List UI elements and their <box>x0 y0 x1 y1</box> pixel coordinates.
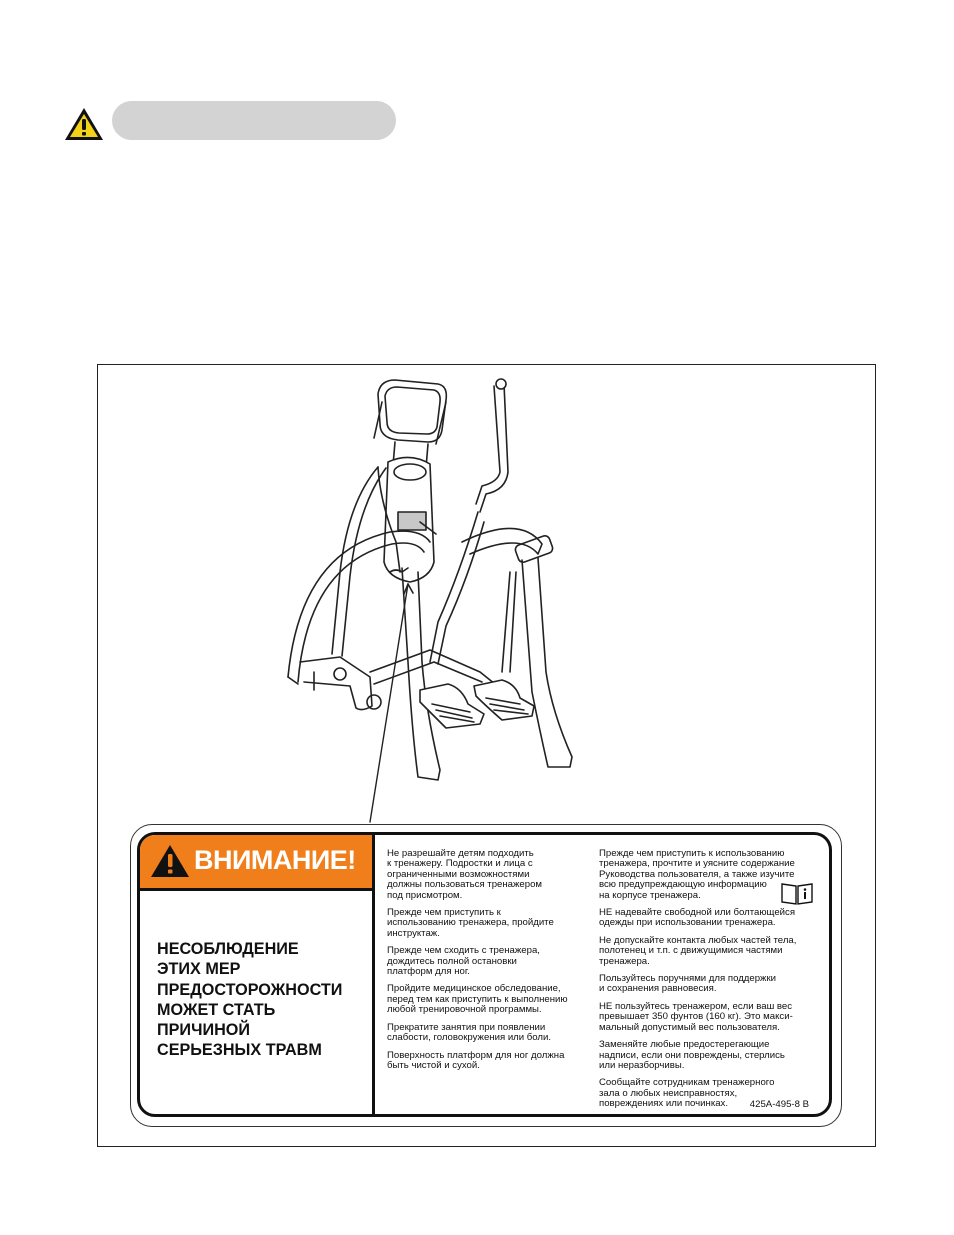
instruction-paragraph <box>599 974 819 995</box>
consequence-statement <box>157 939 367 1061</box>
signal-word-header <box>140 835 373 891</box>
instruction-line: Сообщайте сотрудникам тренажерного <box>599 1077 775 1089</box>
instruction-paragraph <box>387 1023 592 1044</box>
warning-triangle-icon <box>64 107 104 141</box>
instruction-line: тренажера, прочтите и уясните содержание <box>599 858 795 870</box>
instruction-line: Пройдите медицинское обследование, <box>387 983 561 995</box>
instruction-line: платформ для ног. <box>387 966 470 978</box>
instruction-paragraph <box>387 984 592 1015</box>
warning-triangle-icon <box>150 844 190 878</box>
instruction-line: под присмотром. <box>387 889 463 901</box>
instruction-line: повреждениях или починках. <box>599 1098 729 1110</box>
instruction-line: быть чистой и сухой. <box>387 1059 480 1071</box>
instruction-line: тренажера. <box>599 955 650 967</box>
warning-decal <box>137 832 832 1117</box>
read-manual-icon <box>781 881 813 905</box>
instruction-paragraph <box>599 908 819 929</box>
instruction-line: Руководства пользователя, а также изучите <box>599 868 795 880</box>
instruction-line: Не разрешайте детям подходить <box>387 848 534 859</box>
instruction-line: Заменяйте любые предостерегающие <box>599 1039 770 1051</box>
instruction-line: или неразборчивы. <box>599 1059 685 1071</box>
instruction-line: должны пользоваться тренажером <box>387 879 543 891</box>
instruction-paragraph <box>387 946 592 977</box>
instruction-paragraph <box>387 1051 592 1072</box>
instruction-paragraph <box>387 908 592 939</box>
instruction-paragraph <box>599 936 819 967</box>
instructions-left-column <box>387 849 592 1078</box>
instruction-line: НЕ надевайте свободной или болтающейся <box>599 907 796 919</box>
instruction-line: дождитесь полной остановки <box>387 955 517 967</box>
instruction-paragraph <box>599 1002 819 1033</box>
instruction-line: слабости, головокружения или боли. <box>387 1032 552 1044</box>
consequence-line: ЭТИХ МЕР <box>157 960 241 979</box>
instruction-line: всю предупреждающую информацию <box>599 879 767 891</box>
cross-trainer-illustration <box>270 372 600 832</box>
instruction-line: Прекратите занятия при появлении <box>387 1021 546 1033</box>
section-heading-bar <box>112 101 396 140</box>
part-number: 425A-495-8 B <box>749 1099 809 1110</box>
instruction-line: перед тем как приступить к выполнению <box>387 993 568 1005</box>
instruction-line: Прежде чем приступить к <box>387 907 501 919</box>
instruction-line: любой тренировочной программы. <box>387 1004 542 1016</box>
instruction-line: полотенец и т.п. с движущимися частями <box>599 945 783 957</box>
instruction-line: зала о любых неисправностях, <box>599 1087 738 1099</box>
instruction-line: превышает 350 фунтов (160 кг). Это макси- <box>599 1011 793 1023</box>
consequence-line: ПРИЧИНОЙ <box>157 1021 250 1040</box>
instruction-line: использованию тренажера, пройдите <box>387 917 554 929</box>
panel-divider <box>372 835 375 1114</box>
instruction-line: Поверхность платформ для ног должна <box>387 1049 565 1061</box>
instruction-line: НЕ пользуйтесь тренажером, если ваш вес <box>599 1000 793 1012</box>
instruction-paragraph <box>599 1040 819 1071</box>
consequence-line: ПРЕДОСТОРОЖНОСТИ <box>157 980 343 999</box>
consequence-line: СЕРЬЕЗНЫХ ТРАВМ <box>157 1041 322 1060</box>
instruction-line: на корпусе тренажера. <box>599 889 701 901</box>
instruction-line: Прежде чем приступить к использованию <box>599 848 785 859</box>
instruction-line: и сохранения равновесия. <box>599 983 717 995</box>
instruction-line: мальный допустимый вес пользователя. <box>599 1021 780 1033</box>
instruction-line: Прежде чем сходить с тренажера, <box>387 945 540 957</box>
instruction-line: Пользуйтесь поручнями для поддержки <box>599 973 777 985</box>
consequence-line: НЕСОБЛЮДЕНИЕ <box>157 940 299 958</box>
instruction-line: к тренажеру. Подростки и лица с <box>387 858 533 870</box>
instruction-line: ограниченными возможностями <box>387 868 530 880</box>
consequence-line: МОЖЕТ СТАТЬ <box>157 1000 276 1019</box>
instruction-line: одежды при использовании тренажера. <box>599 917 776 929</box>
signal-word: ВНИМАНИЕ! <box>194 845 356 875</box>
instruction-line: инструктаж. <box>387 927 440 939</box>
instruction-line: надписи, если они повреждены, стерлись <box>599 1049 785 1061</box>
instruction-paragraph <box>387 849 592 901</box>
instruction-line: Не допускайте контакта любых частей тела, <box>599 934 797 946</box>
